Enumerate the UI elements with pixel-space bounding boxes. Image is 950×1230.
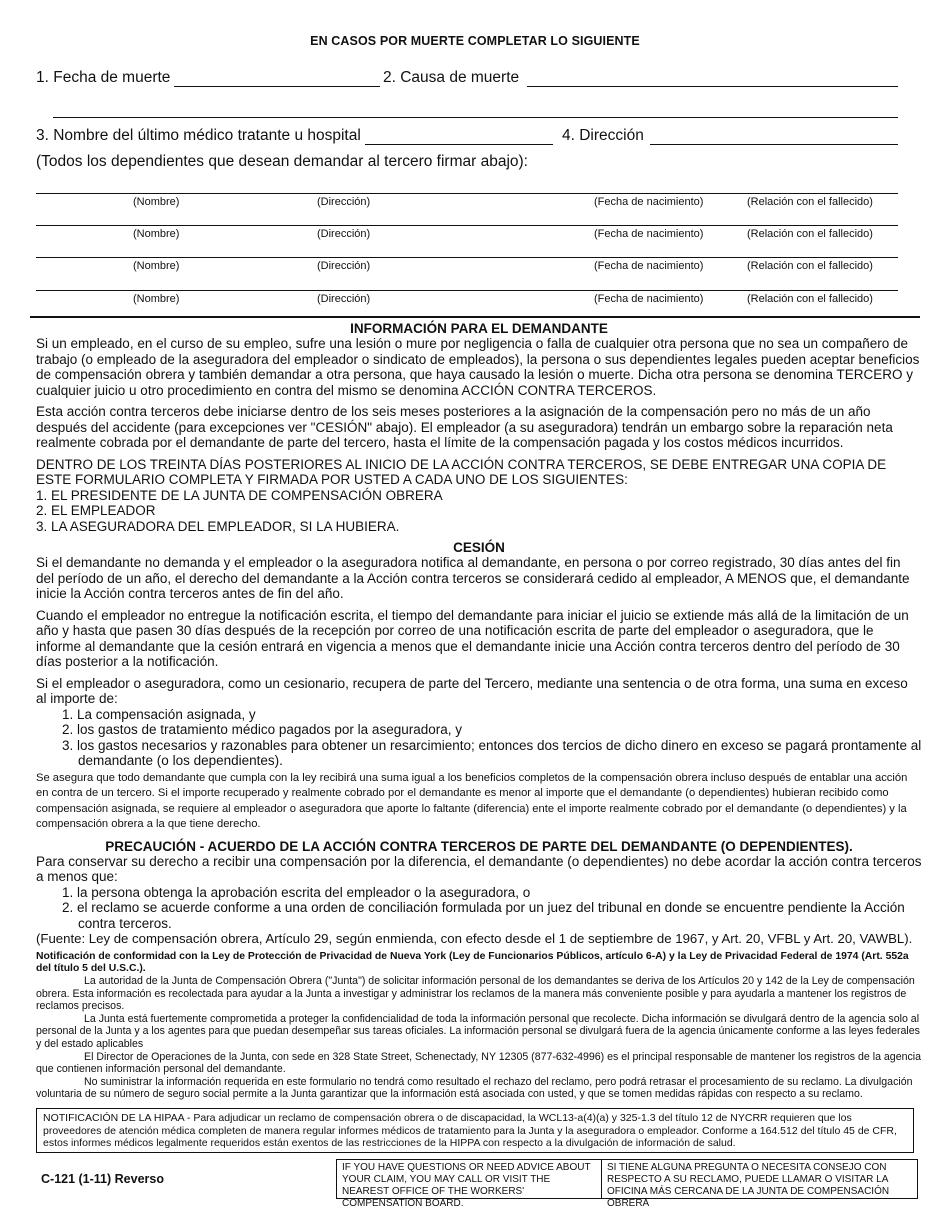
section-title: PRECAUCIÓN - ACUERDO DE LA ACCIÓN CONTRA TERCEROS DE PARTE DEL DEMANDANTE (O DEPENDIENTES). [105,838,853,854]
doctor-label: 3. Nombre del último médico tratante u hospital [36,127,361,144]
death-cause-continuation-field[interactable] [53,117,898,118]
paragraph: DENTRO DE LOS TREINTA DÍAS POSTERIORES AL INICIO DE LA ACCIÓN CONTRA TERCEROS, SE DEBE ENTREGAR UNA COPIA DE ESTE FORMULARIO COMPLETA Y FIRMADA POR USTED A CADA UNO DE LOS SIGUIENTES: [36,456,887,487]
claimant-info-section [36,321,922,947]
address-label: 4. Dirección [562,127,644,144]
relation-label: (Relación con el fallecido) [747,260,873,272]
privacy-title: Notificación de conformidad con la Ley de Protección de Privacidad de Nueva York (Ley de Funcionarios Públicos, artículo 6-A) y la Ley de Privacidad Federal de 1974 (Art. 552a del título 5 del U.S.C.). [36,951,909,974]
paragraph: Cuando el empleador no entregue la notificación escrita, el tiempo del demandante para iniciar el juicio se extiende más allá de la limitación de un año y hasta que pasen 30 días después de la recepción por correo de una notificación escrita de parte del empleador o aseguradora, que le informe al demandante que la cesión entrará en vigencia a menos que el demandante inicie una Acción contra terceros dentro del período de 30 días posterior a la notificación. [36,607,909,669]
dependent-signature-line[interactable] [36,193,898,194]
english-help-text: IF YOU HAVE QUESTIONS OR NEED ADVICE ABOUT YOUR CLAIM, YOU MAY CALL OR VISIT THE NEAREST OFFICE OF THE WORKERS' COMPENSATION BOARD. [342,1162,591,1209]
relation-label: (Relación con el fallecido) [747,228,873,240]
relation-label: (Relación con el fallecido) [747,196,873,208]
name-label: (Nombre) [133,228,180,240]
dependents-note: (Todos los dependientes que desean demandar al tercero firmar abajo): [36,153,528,170]
english-help-box [336,1159,602,1209]
paragraph: La autoridad de la Junta de Compensación Obrera ("Junta") de solicitar información personal de los demandantes se deriva de los Artículos 20 y 142 de la Ley de compensación obrera. Esta información es recolectada para ayudar a la Junta a investigar y administrar los reclamos de la manera más conveniente posible y para ayudarla a mantener los registros de reclamos precisos. [36,975,915,1013]
name-label: (Nombre) [133,260,180,272]
form-id: C-121 (1-11) Reverso [41,1172,164,1186]
list-item: 1. La compensación asignada, y [62,706,256,722]
relation-label: (Relación con el fallecido) [747,293,873,305]
name-label: (Nombre) [133,293,180,305]
death-cause-label: 2. Causa de muerte [383,69,520,86]
dependent-signature-line[interactable] [36,225,898,226]
paragraph: Para conservar su derecho a recibir una compensación por la diferencia, el demandante (o dependientes) no debe acordar la acción contra terceros a menos que: [36,853,922,884]
section-title: INFORMACIÓN PARA EL DEMANDANTE [350,321,608,336]
address-label: (Dirección) [317,228,371,240]
birthdate-label: (Fecha de nacimiento) [594,260,704,272]
paragraph: Se asegura que todo demandante que cumpla con la ley recibirá una suma igual a los beneficios completos de la compensación obrera incluso después de entablar una acción en contra de un tercero. Si el importe recuperado y realmente cobrado por el demandante es menor al importe que el demandante (o dependientes) hubieran recibido como compensación asignada, se requiere al empleador o aseguradora que aporte lo faltante (diferencia) ente el importe realmente cobrado por el demandante (o dependientes) y la compensación obrera a la que tiene derecho. [36,771,908,830]
list-item: 3. los gastos necesarios y razonables para obtener un resarcimiento; entonces dos tercios de dicho dinero en exceso se pagará prontamente al demandante (o los dependientes). [62,737,922,768]
death-cause-field[interactable] [527,86,898,87]
section-divider [30,316,920,318]
list-item: 2. EL EMPLEADOR [36,503,156,518]
privacy-notice [36,951,922,1101]
section-title: CESIÓN [453,540,505,555]
birthdate-label: (Fecha de nacimiento) [594,293,704,305]
list-item: 3. LA ASEGURADORA DEL EMPLEADOR, SI LA HUBIERA. [36,518,400,534]
spanish-help-box [601,1159,918,1209]
list-item: 1. la persona obtenga la aprobación escrita del empleador o la aseguradora, o [62,884,531,900]
death-date-field[interactable] [174,86,380,87]
address-field[interactable] [650,144,898,145]
paragraph: La Junta está fuertemente comprometida a proteger la confidencialidad de toda la información personal que recolecte. Dicha información se divulgará dentro de la agencia solo al personal de la Junta y a los agentes para que puedan desempeñar sus tareas oficiales. La información personal se divulgará fuera de la agencia únicamente conforme a las leyes federales y del estado aplicables [36,1012,920,1050]
list-item: 2. los gastos de tratamiento médico pagados por la aseguradora, y [62,722,462,737]
dependent-signature-line[interactable] [36,257,898,258]
address-label: (Dirección) [317,260,371,272]
paragraph: Esta acción contra terceros debe iniciarse dentro de los seis meses posteriores a la asignación de la compensación pero no más de un año después del accidente (para excepciones ver "CESIÓN" abajo). El empleador (a su aseguradora) tendrán un embargo sobre la reparación neta realmente cobrada por el demandante de parte del tercero, hasta el límite de la compensación pagada y los costos médicos incurridos. [36,404,893,450]
paragraph: No suministrar la información requerida en este formulario no tendrá como resultado el rechazo del reclamo, pero podrá retrasar el procesamiento de su reclamo. La divulgación voluntaria de su número de seguro social permite a la Junta garantizar que la información está asociada con usted, y que se tomen medidas rápidas con respecto a su reclamo. [36,1075,913,1101]
list-item: 2. el reclamo se acuerde conforme a una orden de conciliación formulada por un juez del tribunal en donde se encuentre pendiente la Acción contra terceros. [62,900,905,931]
paragraph: El Director de Operaciones de la Junta, con sede en 328 State Street, Schenectady, NY 12305 (877-632-4996) es el principal responsable de mantener los registros de la agencia que contienen información personal del demandante. [36,1050,922,1076]
hipaa-notice-box [36,1108,914,1153]
address-label: (Dirección) [317,293,371,305]
birthdate-label: (Fecha de nacimiento) [594,228,704,240]
list-item: 1. EL PRESIDENTE DE LA JUNTA DE COMPENSACIÓN OBRERA [36,487,443,503]
dependent-signature-line[interactable] [36,290,898,291]
paragraph: Si un empleado, en el curso de su empleo, sufre una lesión o mure por negligencia o falla de cualquier otra persona que no sea un compañero de trabajo (o empleado de la aseguradora del empleador o sindicato de empleados), la persona o sus dependientes legales pueden aceptar beneficios de compensación obrera y también demandar a otra persona, que haya causado la lesión o muerte. Dicha otra persona se denomina TERCERO y cualquier juicio u otro procedimiento en contra del mismo se denomina ACCIÓN CONTRA TERCEROS. [36,336,920,398]
name-label: (Nombre) [133,196,180,208]
spanish-help-text: SI TIENE ALGUNA PREGUNTA O NECESITA CONSEJO CON RESPECTO A SU RECLAMO, PUEDE LLAMAR O VISITAR LA OFICINA MÁS CERCANA DE LA JUNTA DE COMPENSACIÓN OBRERA [607,1162,890,1209]
paragraph: Si el demandante no demanda y el empleador o la aseguradora notifica al demandante, en persona o por correo registrado, 30 días antes del fin del período de un año, el derecho del demandante a la Acción contra terceros se considerará cedido al empleador, A MENOS que, el demandante inicie la Acción contra terceros antes de fin del año. [36,555,910,601]
page-title: EN CASOS POR MUERTE COMPLETAR LO SIGUIENTE [310,34,640,48]
address-label: (Dirección) [317,196,371,208]
source-note: (Fuente: Ley de compensación obrera, Artículo 29, según enmienda, con efecto desde el 1 de septiembre de 1967, y Art. 20, VFBL y Art. 20, VAWBL). [36,931,913,946]
birthdate-label: (Fecha de nacimiento) [594,196,704,208]
death-date-label: 1. Fecha de muerte [36,69,171,86]
paragraph: Si el empleador o aseguradora, como un cesionario, recupera de parte del Tercero, mediante una sentencia o de otra forma, una suma en exceso al importe de: [36,675,908,706]
hipaa-text: NOTIFICACIÓN DE LA HIPAA - Para adjudicar un reclamo de compensación obrera o de discapacidad, la WCL13-a(4)(a) y 325-1.3 del título 12 de NYCRR requieren que los proveedores de atención médica completen de manera regular informes médicos de tratamiento para la Junta y la aseguradora o empleador. Conforme a 164.512 del título 45 de CFR, estos informes médicos legalmente requeridos están exentos de las restricciones de la HIPPA con respecto a la divulgación de información de salud. [43,1112,897,1149]
doctor-field[interactable] [365,144,553,145]
